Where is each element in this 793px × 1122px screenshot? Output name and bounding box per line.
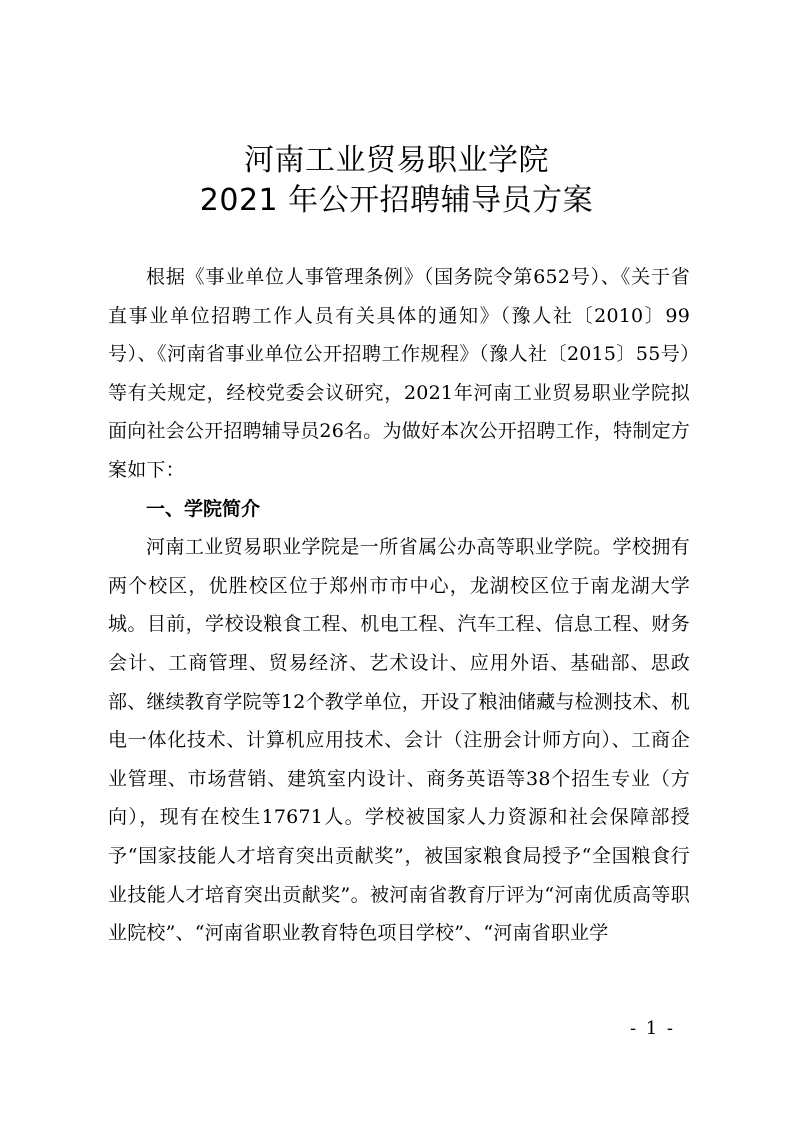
intro-paragraph: 根据《事业单位人事管理条例》（国务院令第652号）、《关于省直事业单位招聘工作人员有关具体的通知》（豫人社〔2010〕99号）、《河南省事业单位公开招聘工作规程》（豫人社〔2015〕55号）等有关规定，经校党委会议研究，2021年河南工业贸易职业学院拟面向社会公开招聘辅导员26名。为做好本次公开招聘工作，特制定方案如下：	[108, 266, 690, 481]
section-heading-college-intro: 一、学院简介	[146, 497, 261, 520]
document-title-line1: 河南工业贸易职业学院	[244, 143, 549, 178]
document-title-line2: 2021 年公开招聘辅导员方案	[199, 183, 594, 218]
page-number: - 1 -	[629, 1018, 675, 1039]
college-intro-paragraph: 河南工业贸易职业学院是一所省属公办高等职业学院。学校拥有两个校区，优胜校区位于郑州市市中心，龙湖校区位于南龙湖大学城。目前，学校设粮食工程、机电工程、汽车工程、信息工程、财务会计、工商管理、贸易经济、艺术设计、应用外语、基础部、思政部、继续教育学院等12个教学单位，开设了粮油储藏与检测技术、机电一体化技术、计算机应用技术、会计（注册会计师方向）、工商企业管理、市场营销、建筑室内设计、商务英语等38个招生专业（方向），现有在校生17671人。学校被国家人力资源和社会保障部授予“国家技能人才培育突出贡献奖”，被国家粮食局授予“全国粮食行业技能人才培育突出贡献奖”。被河南省教育厅评为“河南优质高等职业院校”、“河南省职业教育特色项目学校”、“河南省职业学	[108, 536, 690, 945]
document-body	[108, 258, 690, 953]
